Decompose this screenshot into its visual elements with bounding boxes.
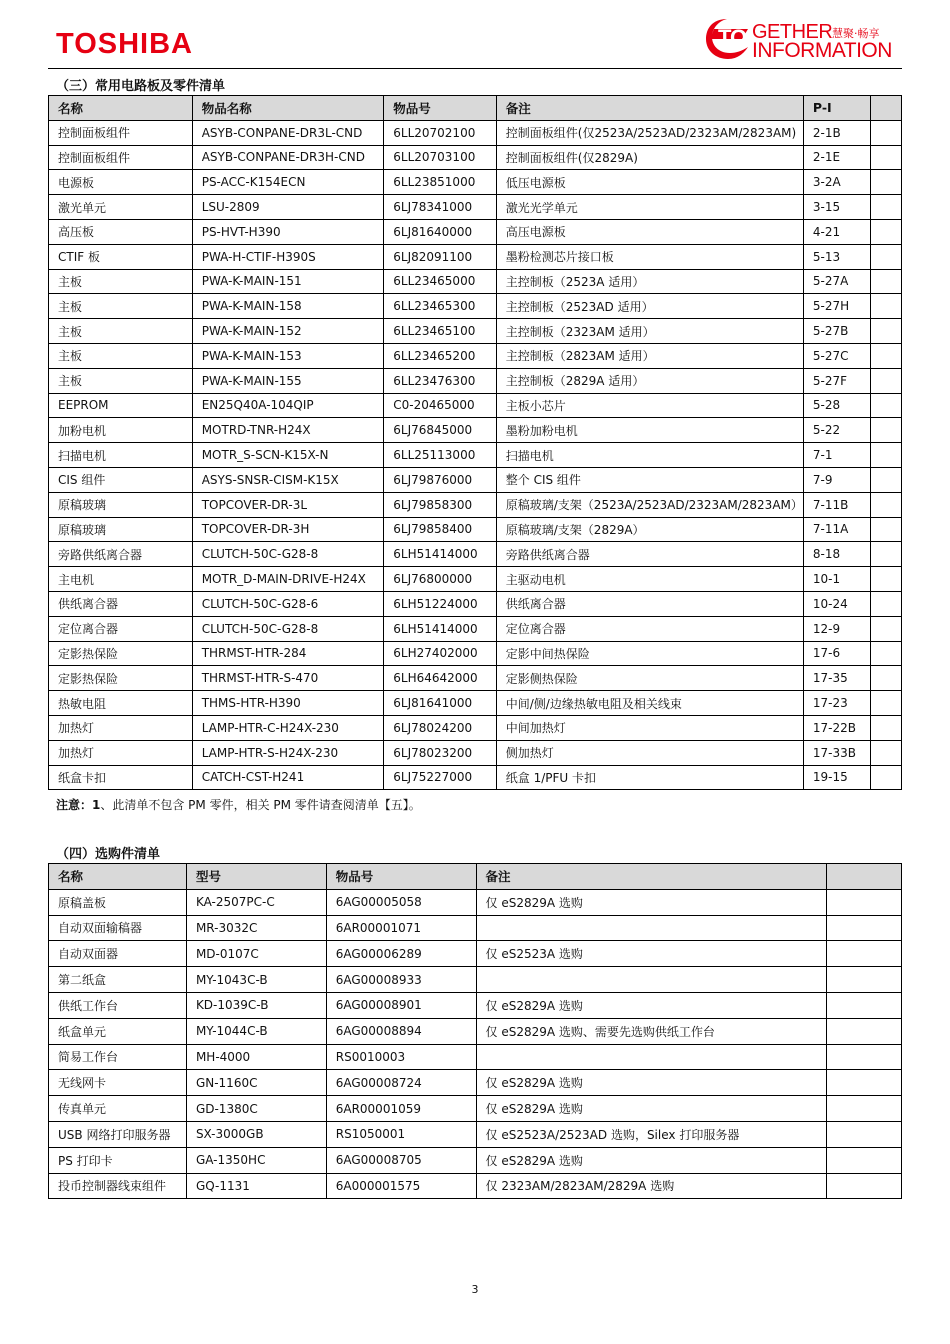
cell-remark: 旁路供纸离合器 [496, 542, 803, 567]
cell-name: 纸盒单元 [49, 1018, 187, 1044]
cell-col2: THRMST-HTR-284 [192, 641, 384, 666]
cell-name: 定影热保险 [49, 641, 193, 666]
cell-name: 主板 [49, 269, 193, 294]
table-row [49, 492, 902, 517]
cell-name: 控制面板组件 [49, 145, 193, 170]
cell-remark: 原稿玻璃/支架（2829A） [496, 517, 803, 542]
table-row [49, 765, 902, 790]
cell-remark: 仅 eS2829A 选购 [476, 1147, 827, 1173]
cell-blank [827, 992, 902, 1018]
cell-item-number: 6AR00001071 [326, 915, 476, 941]
cell-col2: PWA-K-MAIN-152 [192, 319, 384, 344]
cell-name: CTIF 板 [49, 244, 193, 269]
table-row [49, 691, 902, 716]
cell-blank [827, 1070, 902, 1096]
cell-pi: 17-6 [803, 641, 870, 666]
cell-item-number: 6LJ76800000 [384, 567, 497, 592]
cell-pi: 7-11A [803, 517, 870, 542]
cell-pi: 10-1 [803, 567, 870, 592]
cell-name: EEPROM [49, 393, 193, 418]
col-header-blank [827, 864, 902, 890]
table-row [49, 591, 902, 616]
cell-name: 旁路供纸离合器 [49, 542, 193, 567]
cell-blank [870, 368, 901, 393]
cell-pi: 17-22B [803, 715, 870, 740]
cell-item-number: 6LL23465000 [384, 269, 497, 294]
col-header-remark: 备注 [476, 864, 827, 890]
cell-pi: 19-15 [803, 765, 870, 790]
cell-blank [870, 269, 901, 294]
col-header-name: 名称 [49, 96, 193, 121]
cell-remark: 仅 eS2829A 选购 [476, 1096, 827, 1122]
cell-item-number: 6LJ79858300 [384, 492, 497, 517]
page-number: 3 [471, 1283, 479, 1296]
cell-item-number: 6LL23465200 [384, 343, 497, 368]
table-row [49, 343, 902, 368]
cell-blank [870, 443, 901, 468]
cell-col2: GQ-1131 [186, 1173, 326, 1199]
table-row [49, 170, 902, 195]
cell-name: 主板 [49, 368, 193, 393]
table-row [49, 641, 902, 666]
cell-name: 激光单元 [49, 195, 193, 220]
cell-col2: GN-1160C [186, 1070, 326, 1096]
cell-col2: PWA-H-CTIF-H390S [192, 244, 384, 269]
cell-blank [870, 765, 901, 790]
brand-information: INFORMATION [752, 39, 892, 62]
cell-remark: 激光光学单元 [496, 195, 803, 220]
cell-remark: 定影中间热保险 [496, 641, 803, 666]
table-row [49, 666, 902, 691]
cell-remark: 低压电源板 [496, 170, 803, 195]
cell-item-number: 6LJ79876000 [384, 467, 497, 492]
cell-name: 简易工作台 [49, 1044, 187, 1070]
cell-item-number: 6LH51224000 [384, 591, 497, 616]
table-row [49, 567, 902, 592]
table-row [49, 244, 902, 269]
cell-col2: MOTR_S-SCN-K15X-N [192, 443, 384, 468]
table-row [49, 1173, 902, 1199]
cell-item-number: 6LJ78341000 [384, 195, 497, 220]
together-information-logo [704, 15, 894, 63]
cell-col2: GA-1350HC [186, 1147, 326, 1173]
cell-col2: PS-HVT-H390 [192, 219, 384, 244]
table-row [49, 393, 902, 418]
parts-note [56, 796, 421, 813]
table-row [49, 467, 902, 492]
cell-item-number: 6LJ81640000 [384, 219, 497, 244]
cell-col2: ASYB-CONPANE-DR3H-CND [192, 145, 384, 170]
cell-remark: 原稿玻璃/支架（2523A/2523AD/2323AM/2823AM） [496, 492, 803, 517]
note-label: 注意：1 [56, 798, 101, 812]
cell-item-number: RS1050001 [326, 1121, 476, 1147]
cell-remark: 中间/侧/边缘热敏电阻及相关线束 [496, 691, 803, 716]
table-row [49, 941, 902, 967]
cell-item-number: 6LH51414000 [384, 542, 497, 567]
cell-item-number: 6LL20703100 [384, 145, 497, 170]
cell-name: 定影热保险 [49, 666, 193, 691]
col-header-item-number: 物品号 [384, 96, 497, 121]
cell-remark: 控制面板组件(仅2523A/2523AD/2323AM/2823AM) [496, 120, 803, 145]
cell-remark: 墨粉检测芯片接口板 [496, 244, 803, 269]
table-header-row [49, 864, 902, 890]
options-table [48, 863, 902, 1199]
cell-name: 热敏电阻 [49, 691, 193, 716]
col-header-item-number: 物品号 [326, 864, 476, 890]
cell-item-number: 6A000001575 [326, 1173, 476, 1199]
cell-item-number: 6AR00001059 [326, 1096, 476, 1122]
cell-name: 原稿玻璃 [49, 517, 193, 542]
cell-blank [870, 170, 901, 195]
brand-gether: GETHER [752, 21, 833, 43]
cell-name: 加热灯 [49, 740, 193, 765]
cell-col2: KA-2507PC-C [186, 889, 326, 915]
cell-name: 原稿玻璃 [49, 492, 193, 517]
cell-blank [870, 567, 901, 592]
cell-remark: 高压电源板 [496, 219, 803, 244]
cell-remark: 仅 eS2829A 选购、需要先选购供纸工作台 [476, 1018, 827, 1044]
note-text: 、此清单不包含 PM 零件，相关 PM 零件请查阅清单【五】。 [100, 798, 421, 812]
cell-remark: 整个 CIS 组件 [496, 467, 803, 492]
cell-blank [870, 666, 901, 691]
cell-pi: 3-2A [803, 170, 870, 195]
cell-pi: 7-1 [803, 443, 870, 468]
cell-remark: 主驱动电机 [496, 567, 803, 592]
cell-name: 自动双面输稿器 [49, 915, 187, 941]
cell-blank [870, 120, 901, 145]
table-row [49, 967, 902, 993]
cell-item-number: 6LJ82091100 [384, 244, 497, 269]
table-row [49, 992, 902, 1018]
col-header-pi: P-I [803, 96, 870, 121]
cell-remark: 仅 eS2523A 选购 [476, 941, 827, 967]
cell-blank [870, 715, 901, 740]
table-row [49, 542, 902, 567]
table-row [49, 517, 902, 542]
cell-col2: ASYS-SNSR-CISM-K15X [192, 467, 384, 492]
cell-pi: 5-27C [803, 343, 870, 368]
cell-blank [870, 244, 901, 269]
cell-blank [870, 195, 901, 220]
cell-remark: 仅 eS2829A 选购 [476, 992, 827, 1018]
cell-col2: PWA-K-MAIN-153 [192, 343, 384, 368]
cell-name: 纸盒卡扣 [49, 765, 193, 790]
cell-remark [476, 967, 827, 993]
table-row [49, 145, 902, 170]
cell-col2: PWA-K-MAIN-151 [192, 269, 384, 294]
cell-blank [870, 294, 901, 319]
cell-remark: 控制面板组件(仅2829A) [496, 145, 803, 170]
section3-title: （三）常用电路板及零件清单 [56, 79, 226, 94]
cell-name: 加粉电机 [49, 418, 193, 443]
cell-blank [870, 319, 901, 344]
cell-pi: 5-27A [803, 269, 870, 294]
cell-name: 控制面板组件 [49, 120, 193, 145]
cell-name: 投币控制器线束组件 [49, 1173, 187, 1199]
cell-item-number: 6LH51414000 [384, 616, 497, 641]
cell-blank [870, 517, 901, 542]
cell-item-number: 6AG00008894 [326, 1018, 476, 1044]
table-row [49, 740, 902, 765]
table-header-row [49, 96, 902, 121]
cell-blank [827, 1096, 902, 1122]
cell-item-number: C0-20465000 [384, 393, 497, 418]
cell-pi: 5-27F [803, 368, 870, 393]
cell-name: 主板 [49, 294, 193, 319]
cell-item-number: 6AG00008901 [326, 992, 476, 1018]
brand-slogan: 慧聚·畅享 [832, 27, 880, 40]
table-row [49, 1044, 902, 1070]
cell-blank [870, 740, 901, 765]
cell-item-number: 6LL23465100 [384, 319, 497, 344]
cell-item-number: 6AG00006289 [326, 941, 476, 967]
cell-remark: 扫描电机 [496, 443, 803, 468]
cell-name: 加热灯 [49, 715, 193, 740]
cell-name: 供纸工作台 [49, 992, 187, 1018]
cell-blank [827, 889, 902, 915]
cell-name: 定位离合器 [49, 616, 193, 641]
cell-blank [870, 616, 901, 641]
cell-pi: 5-28 [803, 393, 870, 418]
cell-blank [870, 219, 901, 244]
cell-blank [827, 1044, 902, 1070]
cell-name: 自动双面器 [49, 941, 187, 967]
cell-col2: SX-3000GB [186, 1121, 326, 1147]
cell-name: 电源板 [49, 170, 193, 195]
table-row [49, 1147, 902, 1173]
cell-col2: CLUTCH-50C-G28-8 [192, 616, 384, 641]
cell-remark: 墨粉加粉电机 [496, 418, 803, 443]
cell-name: 传真单元 [49, 1096, 187, 1122]
cell-col2: LAMP-HTR-C-H24X-230 [192, 715, 384, 740]
cell-item-number: 6LJ75227000 [384, 765, 497, 790]
cell-blank [827, 941, 902, 967]
cell-pi: 5-22 [803, 418, 870, 443]
cell-item-number: 6AG00005058 [326, 889, 476, 915]
cell-name: 高压板 [49, 219, 193, 244]
cell-col2: GD-1380C [186, 1096, 326, 1122]
cell-blank [870, 418, 901, 443]
cell-remark: 中间加热灯 [496, 715, 803, 740]
table-row [49, 294, 902, 319]
cell-remark: 定影侧热保险 [496, 666, 803, 691]
cell-blank [870, 343, 901, 368]
cell-remark: 仅 eS2523A/2523AD 选购，Silex 打印服务器 [476, 1121, 827, 1147]
cell-blank [870, 591, 901, 616]
cell-name: 原稿盖板 [49, 889, 187, 915]
cell-remark: 纸盒 1/PFU 卡扣 [496, 765, 803, 790]
table-row [49, 269, 902, 294]
cell-item-number: 6LL25113000 [384, 443, 497, 468]
cell-name: 无线网卡 [49, 1070, 187, 1096]
cell-item-number: 6AG00008933 [326, 967, 476, 993]
cell-pi: 4-21 [803, 219, 870, 244]
cell-remark [476, 915, 827, 941]
cell-item-number: 6LL23851000 [384, 170, 497, 195]
cell-pi: 17-35 [803, 666, 870, 691]
cell-item-number: 6LJ79858400 [384, 517, 497, 542]
table-row [49, 418, 902, 443]
cell-name: 主板 [49, 343, 193, 368]
cell-item-number: 6LJ78024200 [384, 715, 497, 740]
cell-pi: 3-15 [803, 195, 870, 220]
cell-pi: 5-27B [803, 319, 870, 344]
cell-item-number: 6LL23476300 [384, 368, 497, 393]
cell-remark: 主控制板（2323AM 适用） [496, 319, 803, 344]
col-header-model: 型号 [186, 864, 326, 890]
cell-name: 第二纸盒 [49, 967, 187, 993]
col-header-blank [870, 96, 901, 121]
cell-blank [870, 393, 901, 418]
cell-item-number: 6LL20702100 [384, 120, 497, 145]
cell-col2: LSU-2809 [192, 195, 384, 220]
cell-remark: 主控制板（2523A 适用） [496, 269, 803, 294]
cell-col2: MR-3032C [186, 915, 326, 941]
cell-name: PS 打印卡 [49, 1147, 187, 1173]
header-divider [48, 68, 902, 69]
brand-to: TO [718, 25, 747, 50]
table-row [49, 319, 902, 344]
table-row [49, 1018, 902, 1044]
cell-col2: THRMST-HTR-S-470 [192, 666, 384, 691]
page-header [0, 0, 950, 75]
cell-remark: 侧加热灯 [496, 740, 803, 765]
col-header-item-name: 物品名称 [192, 96, 384, 121]
cell-item-number: 6LL23465300 [384, 294, 497, 319]
table-row [49, 120, 902, 145]
cell-blank [870, 492, 901, 517]
cell-item-number: 6LH64642000 [384, 666, 497, 691]
cell-pi: 12-9 [803, 616, 870, 641]
cell-col2: PWA-K-MAIN-158 [192, 294, 384, 319]
cell-pi: 17-23 [803, 691, 870, 716]
cell-col2: CLUTCH-50C-G28-6 [192, 591, 384, 616]
cell-pi: 5-13 [803, 244, 870, 269]
cell-pi: 7-9 [803, 467, 870, 492]
section4-title: （四）选购件清单 [56, 847, 161, 862]
cell-item-number: RS0010003 [326, 1044, 476, 1070]
cell-col2: LAMP-HTR-S-H24X-230 [192, 740, 384, 765]
cell-name: 供纸离合器 [49, 591, 193, 616]
cell-col2: MOTR_D-MAIN-DRIVE-H24X [192, 567, 384, 592]
cell-blank [827, 967, 902, 993]
cell-col2: KD-1039C-B [186, 992, 326, 1018]
table-row [49, 889, 902, 915]
cell-pi: 7-11B [803, 492, 870, 517]
cell-name: CIS 组件 [49, 467, 193, 492]
cell-item-number: 6AG00008724 [326, 1070, 476, 1096]
cell-name: USB 网络打印服务器 [49, 1121, 187, 1147]
cell-col2: CATCH-CST-H241 [192, 765, 384, 790]
cell-name: 主板 [49, 319, 193, 344]
cell-blank [870, 641, 901, 666]
cell-remark: 主控制板（2523AD 适用） [496, 294, 803, 319]
cell-pi: 10-24 [803, 591, 870, 616]
table-row [49, 715, 902, 740]
cell-remark: 仅 eS2829A 选购 [476, 1070, 827, 1096]
table-row [49, 368, 902, 393]
cell-col2: PS-ACC-K154ECN [192, 170, 384, 195]
cell-remark [476, 1044, 827, 1070]
cell-remark: 定位离合器 [496, 616, 803, 641]
cell-remark: 仅 2323AM/2823AM/2829A 选购 [476, 1173, 827, 1199]
table-row [49, 1096, 902, 1122]
cell-col2: TOPCOVER-DR-3H [192, 517, 384, 542]
cell-remark: 主控制板（2829A 适用） [496, 368, 803, 393]
cell-col2: MOTRD-TNR-H24X [192, 418, 384, 443]
table-row [49, 616, 902, 641]
table-row [49, 219, 902, 244]
cell-col2: MY-1044C-B [186, 1018, 326, 1044]
table-row [49, 915, 902, 941]
cell-col2: THMS-HTR-H390 [192, 691, 384, 716]
col-header-remark: 备注 [496, 96, 803, 121]
cell-blank [870, 542, 901, 567]
cell-blank [827, 915, 902, 941]
table-row [49, 443, 902, 468]
cell-col2: MY-1043C-B [186, 967, 326, 993]
cell-col2: CLUTCH-50C-G28-8 [192, 542, 384, 567]
cell-remark: 主板小芯片 [496, 393, 803, 418]
cell-blank [827, 1121, 902, 1147]
cell-pi: 5-27H [803, 294, 870, 319]
cell-col2: PWA-K-MAIN-155 [192, 368, 384, 393]
cell-pi: 8-18 [803, 542, 870, 567]
cell-col2: EN25Q40A-104QIP [192, 393, 384, 418]
cell-remark: 主控制板（2823AM 适用） [496, 343, 803, 368]
cell-blank [870, 691, 901, 716]
cell-item-number: 6LJ76845000 [384, 418, 497, 443]
cell-col2: ASYB-CONPANE-DR3L-CND [192, 120, 384, 145]
parts-table [48, 95, 902, 790]
cell-pi: 17-33B [803, 740, 870, 765]
cell-remark: 仅 eS2829A 选购 [476, 889, 827, 915]
cell-remark: 供纸离合器 [496, 591, 803, 616]
cell-item-number: 6AG00008705 [326, 1147, 476, 1173]
toshiba-logo: TOSHIBA [56, 28, 193, 60]
cell-item-number: 6LH27402000 [384, 641, 497, 666]
cell-pi: 2-1E [803, 145, 870, 170]
cell-blank [827, 1173, 902, 1199]
cell-item-number: 6LJ81641000 [384, 691, 497, 716]
table-row [49, 1121, 902, 1147]
cell-col2: TOPCOVER-DR-3L [192, 492, 384, 517]
cell-pi: 2-1B [803, 120, 870, 145]
cell-blank [827, 1147, 902, 1173]
cell-col2: MD-0107C [186, 941, 326, 967]
table-row [49, 195, 902, 220]
cell-blank [827, 1018, 902, 1044]
table-row [49, 1070, 902, 1096]
cell-name: 主电机 [49, 567, 193, 592]
cell-name: 扫描电机 [49, 443, 193, 468]
cell-item-number: 6LJ78023200 [384, 740, 497, 765]
cell-blank [870, 145, 901, 170]
col-header-name: 名称 [49, 864, 187, 890]
cell-blank [870, 467, 901, 492]
cell-col2: MH-4000 [186, 1044, 326, 1070]
